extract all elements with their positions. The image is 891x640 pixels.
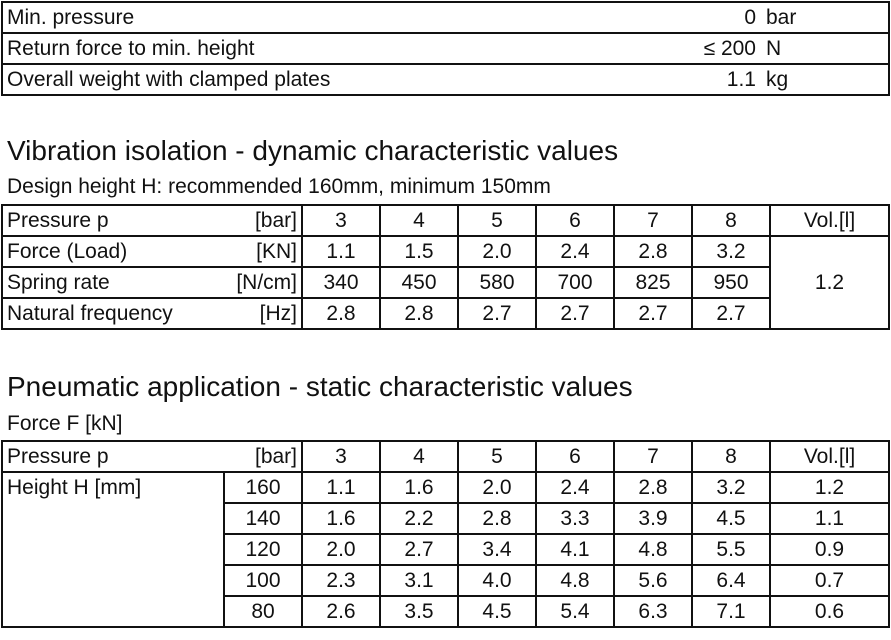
pressure-value: 4 (380, 205, 458, 236)
property-label: Return force to min. height (2, 33, 562, 64)
table-cell: 3.3 (536, 503, 614, 534)
height-value: 160 (224, 472, 302, 503)
height-value: 140 (224, 503, 302, 534)
vibration-table (1, 204, 890, 330)
table-header-row (2, 441, 889, 472)
table-row (2, 298, 889, 329)
volume-header: Vol.[l] (770, 441, 889, 472)
table-row (2, 472, 889, 503)
property-value: ≤ 200 (562, 33, 762, 64)
property-label: Overall weight with clamped plates (2, 64, 562, 95)
property-value: 0 (562, 2, 762, 33)
property-value: 1.1 (562, 64, 762, 95)
pressure-value: 3 (302, 441, 380, 472)
pressure-value: 5 (458, 441, 536, 472)
table-cell: 2.2 (380, 503, 458, 534)
table-cell: 3.5 (380, 596, 458, 627)
property-unit: bar (762, 2, 889, 33)
table-cell: 2.8 (458, 503, 536, 534)
table-cell: 2.4 (536, 472, 614, 503)
pressure-value: 3 (302, 205, 380, 236)
volume-cell: 0.7 (770, 565, 889, 596)
volume-cell: 0.9 (770, 534, 889, 565)
table-cell: 1.1 (302, 472, 380, 503)
table-cell: 2.4 (536, 236, 614, 267)
table-cell: 3.4 (458, 534, 536, 565)
table-cell: 950 (692, 267, 770, 298)
table-cell: 2.7 (458, 298, 536, 329)
table-cell: 2.3 (302, 565, 380, 596)
table-cell: 3.2 (692, 236, 770, 267)
pressure-header: Pressure p [bar] (2, 441, 302, 472)
table-cell: 2.8 (302, 298, 380, 329)
table-cell: 6.4 (692, 565, 770, 596)
table-row (2, 33, 889, 64)
table-cell: 1.6 (380, 472, 458, 503)
table-cell: 2.7 (614, 298, 692, 329)
table-cell: 2.0 (302, 534, 380, 565)
table-row (2, 236, 889, 267)
table-cell: 2.0 (458, 236, 536, 267)
table-cell: 1.5 (380, 236, 458, 267)
pneumatic-table (1, 440, 890, 628)
volume-cell: 0.6 (770, 596, 889, 627)
table-cell: 4.0 (458, 565, 536, 596)
vibration-subtitle: Design height H: recommended 160mm, minimum 150mm (7, 175, 551, 198)
table-cell: 2.8 (614, 472, 692, 503)
table-cell: 7.1 (692, 596, 770, 627)
table-cell: 1.6 (302, 503, 380, 534)
general-properties-table (1, 1, 890, 96)
volume-cell: 1.2 (770, 472, 889, 503)
table-cell: 4.8 (614, 534, 692, 565)
table-cell: 4.8 (536, 565, 614, 596)
table-row (2, 64, 889, 95)
table-cell: 5.5 (692, 534, 770, 565)
table-cell: 2.7 (380, 534, 458, 565)
table-cell: 4.1 (536, 534, 614, 565)
height-value: 100 (224, 565, 302, 596)
table-cell: 1.1 (302, 236, 380, 267)
table-cell: 4.5 (692, 503, 770, 534)
pressure-value: 5 (458, 205, 536, 236)
pressure-value: 7 (614, 441, 692, 472)
table-cell: 2.7 (536, 298, 614, 329)
table-cell: 3.1 (380, 565, 458, 596)
volume-cell: 1.2 (770, 236, 889, 329)
pneumatic-section-title: Pneumatic application - static characteristic values (7, 371, 633, 402)
pressure-value: 7 (614, 205, 692, 236)
table-cell: 2.6 (302, 596, 380, 627)
table-row (2, 267, 889, 298)
table-cell: 2.8 (614, 236, 692, 267)
pressure-header: Pressure p [bar] (2, 205, 302, 236)
height-value: 80 (224, 596, 302, 627)
volume-cell: 1.1 (770, 503, 889, 534)
table-row (2, 2, 889, 33)
vibration-section-title: Vibration isolation - dynamic characteristic values (7, 135, 619, 166)
height-label: Height H [mm] (2, 472, 224, 627)
pressure-value: 6 (536, 205, 614, 236)
table-header-row (2, 205, 889, 236)
table-cell: 450 (380, 267, 458, 298)
table-cell: 825 (614, 267, 692, 298)
table-cell: 4.5 (458, 596, 536, 627)
property-unit: N (762, 33, 889, 64)
pressure-value: 6 (536, 441, 614, 472)
table-cell: 6.3 (614, 596, 692, 627)
table-cell: 5.6 (614, 565, 692, 596)
height-value: 120 (224, 534, 302, 565)
pressure-value: 8 (692, 441, 770, 472)
property-unit: kg (762, 64, 889, 95)
table-cell: 340 (302, 267, 380, 298)
table-cell: 3.2 (692, 472, 770, 503)
table-cell: 3.9 (614, 503, 692, 534)
table-cell: 2.7 (692, 298, 770, 329)
property-label: Min. pressure (2, 2, 562, 33)
pressure-value: 4 (380, 441, 458, 472)
pressure-value: 8 (692, 205, 770, 236)
table-cell: 2.0 (458, 472, 536, 503)
volume-header: Vol.[l] (770, 205, 889, 236)
row-label: Spring rate [N/cm] (2, 267, 302, 298)
pneumatic-subtitle: Force F [kN] (7, 412, 123, 435)
row-label: Natural frequency [Hz] (2, 298, 302, 329)
table-cell: 700 (536, 267, 614, 298)
table-cell: 5.4 (536, 596, 614, 627)
table-cell: 2.8 (380, 298, 458, 329)
row-label: Force (Load) [KN] (2, 236, 302, 267)
table-cell: 580 (458, 267, 536, 298)
